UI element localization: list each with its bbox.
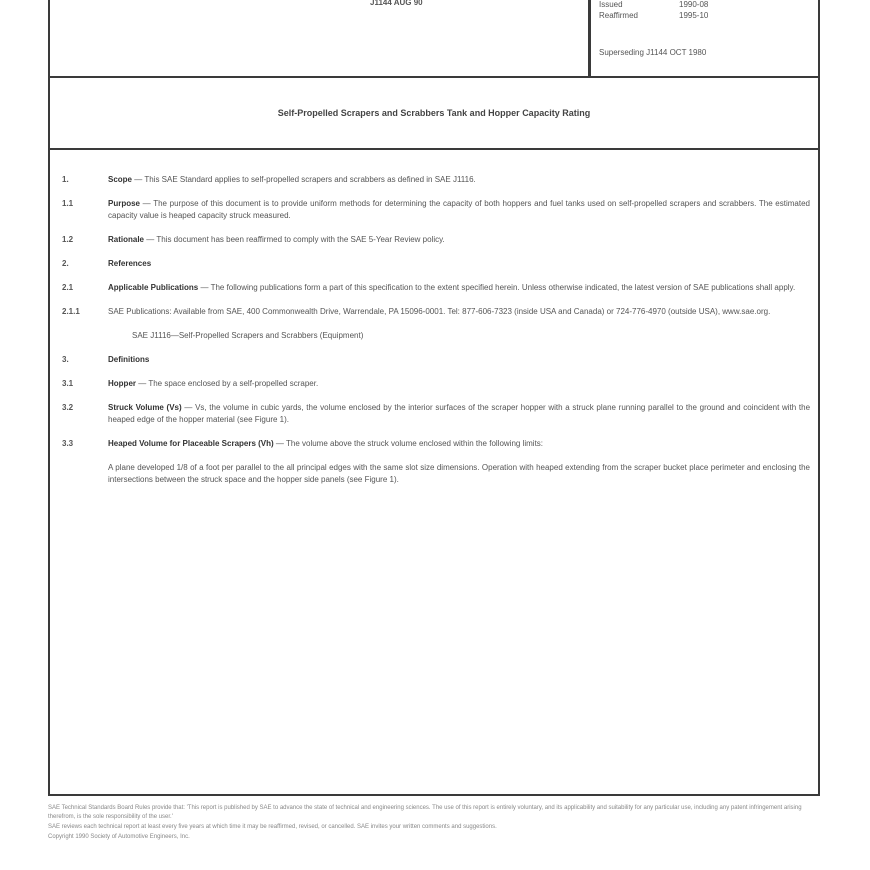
title-bar [50,78,818,150]
closing-paragraph-row [62,462,810,486]
document-reference: J1144 AUG 90 [370,0,423,7]
section-number: 2.1 [62,283,74,292]
section: 3.1 Hopper — The space enclosed by a self-propelled scraper. [62,379,319,388]
section-number: 1.2 [62,235,74,244]
issued-row [599,0,749,9]
section-number: 3. [62,355,69,364]
issued-label: Issued [599,0,623,9]
section-heading: Hopper [108,379,136,388]
section: 1. Scope — This SAE Standard applies to self-propelled scrapers and scrabbers as defined in SAE J1116. [62,175,476,184]
reference-item: SAE J1116—Self-Propelled Scrapers and Scrabbers (Equipment) [132,331,364,340]
section-text: The volume above the struck volume enclosed within the following limits: [286,439,544,448]
section-number: 3.2 [62,403,74,412]
document-header [50,0,818,78]
section-number: 2.1.1 [62,307,80,316]
section-number: 3.1 [62,379,74,388]
section-number: 3.3 [62,439,74,448]
footer-line: Copyright 1990 Society of Automotive Engineers, Inc. [48,834,190,840]
supersedes-text: Superseding J1144 OCT 1980 [599,48,707,57]
section-heading: Definitions [108,355,150,364]
footer-line: SAE Technical Standards Board Rules provide that: 'This report is published by SAE to advance the state of technical and engineering sciences. The use of this report is entirely voluntary, and its applicability and suitability for any particular use, including any patent infringement arising therefrom, is the sole responsibility of the user.' [48,805,802,820]
footer-line: SAE reviews each technical report at least every five years at which time it may be reaffirmed, revised, or cancelled. SAE invites your written comments and suggestions. [48,824,497,830]
issued-value: 1990-08 [679,0,709,9]
section: 3.2 Struck Volume (Vs) — Vs, the volume in cubic yards, the volume enclosed by the interior surfaces of the scraper hopper with a struck plane running parallel to the ground and coincident with the heaped edge of the hopper material (see Figure 1). [62,403,811,424]
section: 1.2 Rationale — This document has been reaffirmed to comply with the SAE 5-Year Review policy. [62,235,445,244]
header-right-cell [590,0,820,76]
section-heading: Rationale [108,235,145,244]
section-text: The following publications form a part of this specification to the extent specified herein. Unless otherwise indicated, the latest version of SAE publications shall apply. [210,283,796,292]
section-text: SAE Publications: Available from SAE, 400 Commonwealth Drive, Warrendale, PA 15096-0001. Tel: 877-606-7323 (inside USA and Canada) or 724-776-4970 (outside USA), www.sae.org. [108,307,771,316]
section-heading: References [108,259,152,268]
section: 1.1 Purpose — The purpose of this document is to provide uniform methods for determining the capacity of both hoppers and fuel tanks used on self-propelled scrapers and scrabbers. The estimated capacity value is heaped capacity struck measured. [62,199,810,220]
closing-paragraph: A plane developed 1/8 of a foot per parallel to the all principal edges with the same slot size dimensions. Operation with heaped extending from the scraper bucket place perimeter and enclosing the intersections between the struck space and the hopper side panels (see Figure 1). [108,463,810,484]
document-title: Self-Propelled Scrapers and Scrabbers Tank and Hopper Capacity Rating [277,108,591,118]
document-body [62,174,810,498]
section-text: The purpose of this document is to provide uniform methods for determining the capacity of both hoppers and fuel tanks used on self-propelled scrapers and scrabbers. The estimated capacity value is heaped capacity struck measured. [108,199,810,220]
section-number: 2. [62,259,69,268]
reaffirmed-row [599,11,749,20]
document-footer [48,804,820,843]
section-heading: Applicable Publications [108,283,199,292]
section-text: This document has been reaffirmed to comply with the SAE 5-Year Review policy. [156,235,445,244]
section-heading: Scope [108,175,133,184]
section-heading: Heaped Volume for Placeable Scrapers (Vh) [108,439,274,448]
section [62,354,810,366]
section: 3.3 Heaped Volume for Placeable Scrapers (Vh) — The volume above the struck volume enclosed within the following limits: [62,439,544,448]
reaffirmed-value: 1995-10 [679,11,709,20]
section-heading: Struck Volume (Vs) [108,403,182,412]
section-text: Vs, the volume in cubic yards, the volume enclosed by the interior surfaces of the scraper hopper with a struck plane running parallel to the ground and coincident with the heaped edge of the hopper material (see Figure 1). [108,403,811,424]
section-text: The space enclosed by a self-propelled scraper. [148,379,319,388]
section-text: This SAE Standard applies to self-propelled scrapers and scrabbers as defined in SAE J1116. [144,175,476,184]
section [62,258,810,270]
section [62,306,810,318]
section-number: 1.1 [62,199,74,208]
section-number: 1. [62,175,69,184]
reaffirmed-label: Reaffirmed [599,11,638,20]
header-left-cell [50,0,590,76]
document-frame [48,0,820,796]
section: 2.1 Applicable Publications — The following publications form a part of this specification to the extent specified herein. Unless otherwise indicated, the latest version of SAE publications shall apply. [62,283,796,292]
section-heading: Purpose [108,199,141,208]
